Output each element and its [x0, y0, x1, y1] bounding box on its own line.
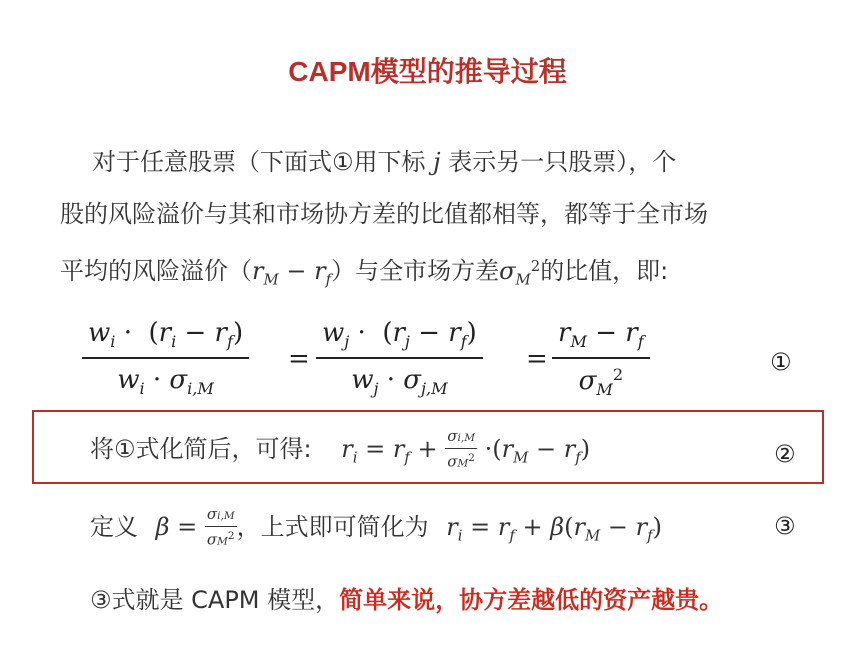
equation-2: 将①式化简后，可得: $r_i = r_f$ + $\frac{\sigma i,M}{\sigma M^2}$ $\cdot(r_M - r_f)$	[90, 427, 591, 471]
equation-3-marker: ③	[774, 512, 796, 540]
equation-3: 定义 β = $\frac{\sigma i,M}{\sigma M^2}$ ，上式即可简化为 $r_i = r_f + \beta(r_M - r_f)$	[90, 505, 662, 549]
fraction-j: $\frac{w_j \cdot (r_j - r_f)}{w_j \cdot \sigma_{j,M}}$	[316, 318, 483, 398]
conclusion-highlight: 简单来说，协方差越低的资产越贵。	[339, 586, 724, 614]
equation-2-marker: ②	[774, 440, 796, 468]
paragraph-line-1: 对于任意股票（下面式①用下标 j 表示另一只股票），个	[92, 148, 677, 176]
market-premium-expr: $r_M - r_f$	[252, 257, 332, 289]
page-title: CAPM模型的推导过程	[288, 56, 567, 87]
equation-1: $\frac{w_i \cdot (r_i - r_f)}{w_i \cdot \sigma_{i,M}}$ = $\frac{w_j \cdot (r_j - r_f)}{w_j \cdot \sigma_{j,M}}$ = $\frac{r_M - r_f}{\sigma_M^2}$ ①	[0, 318, 855, 408]
conclusion: ③式就是 CAPM 模型，简单来说，协方差越低的资产越贵。	[90, 586, 724, 614]
fraction-i: $\frac{w_i \cdot (r_i - r_f)}{w_i \cdot \sigma_{i,M}}$	[82, 318, 249, 398]
paragraph-line-2: 股的风险溢价与其和市场协方差的比值都相等，都等于全市场	[60, 200, 708, 228]
equation-1-marker: ①	[770, 348, 792, 376]
fraction-market: $\frac{r_M - r_f}{\sigma_M^2}$	[552, 318, 650, 399]
market-variance-expr: $\sigma_M^2$	[499, 257, 541, 289]
paragraph-line-3: 平均的风险溢价$(r_M - r_f)$与全市场方差$\sigma_M^2$的比值，即:	[60, 257, 669, 289]
intro-paragraph	[60, 136, 708, 306]
